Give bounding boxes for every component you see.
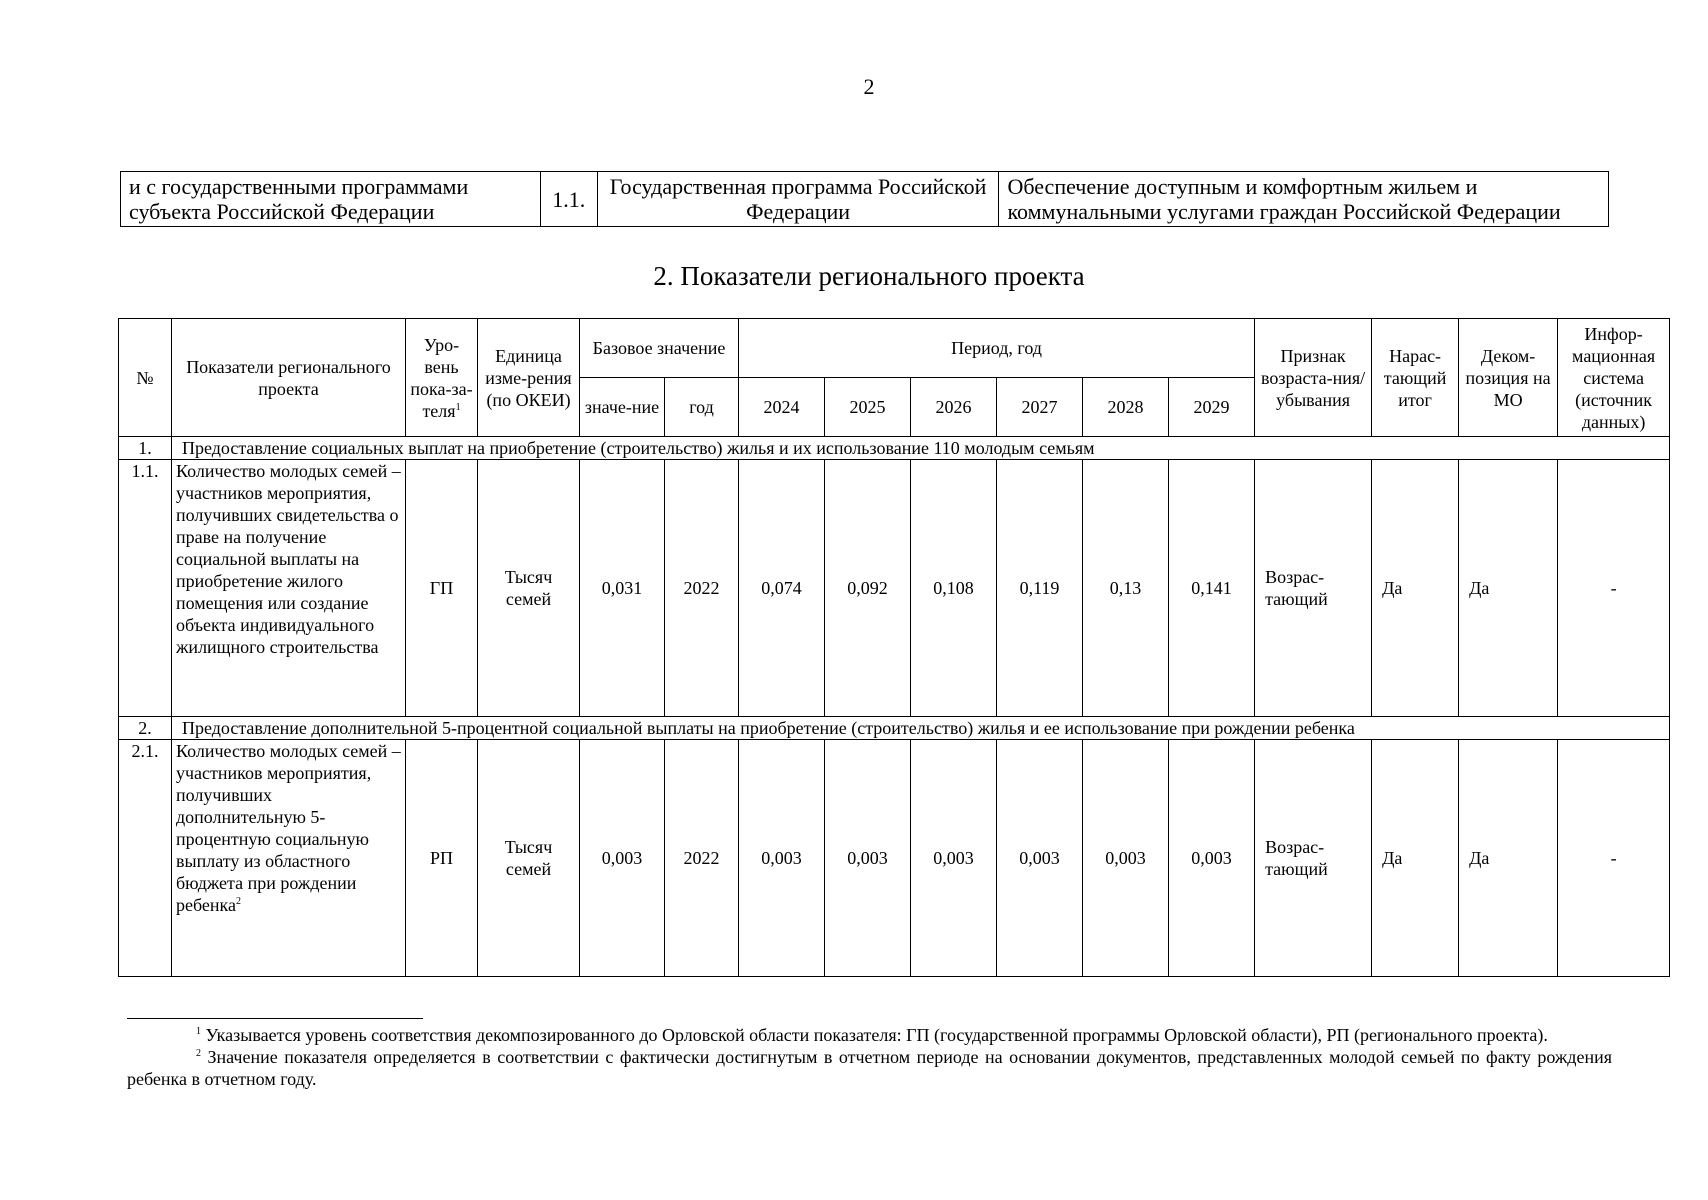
row-info-system: -: [1558, 740, 1670, 977]
row-value-2029: 0,141: [1169, 460, 1255, 717]
row-base-value: 0,031: [580, 460, 665, 717]
header-year-2027: 2027: [997, 378, 1083, 437]
row-trend: Возрас-тающий: [1255, 740, 1372, 977]
row-num: 1.1.: [119, 460, 172, 717]
table-row: [119, 740, 1670, 977]
row-unit: Тысяч семей: [478, 460, 580, 717]
row-value-2026: 0,108: [911, 460, 997, 717]
row-value-2026: 0,003: [911, 740, 997, 977]
table-row: [119, 460, 1670, 717]
row-cumulative: Да: [1372, 740, 1459, 977]
header-indicator: Показатели регионального проекта: [172, 319, 406, 437]
header-level-footnote-mark: 1: [455, 401, 461, 413]
row-indicator: [172, 740, 406, 977]
header-level-text: Уро-вень пока-за-теля: [410, 334, 473, 421]
row-value-2025: 0,003: [825, 740, 911, 977]
row-base-year: 2022: [665, 740, 739, 977]
section-title-cell: Предоставление дополнительной 5-процентной социальной выплаты на приобретение (строительство) жилья и ее использование при рождении ребенка: [172, 717, 1670, 740]
section-title: 2. Показатели регионального проекта: [653, 261, 1085, 291]
footnote-2: [127, 1046, 1612, 1090]
row-cumulative: Да: [1372, 460, 1459, 717]
header-period: Период, год: [739, 319, 1255, 378]
row-base-year: 2022: [665, 460, 739, 717]
row-level: ГП: [406, 460, 478, 717]
row-unit: Тысяч семей: [478, 740, 580, 977]
footnote-text: Значение показателя определяется в соответствии с фактически достигнутым в отчетном периоде на основании документов, представленных молодой семьей по факту рождения ребенка в отчетном году.: [127, 1047, 1612, 1089]
row-value-2028: 0,13: [1083, 460, 1169, 717]
footnotes: [127, 1024, 1612, 1090]
section-title-cell: Предоставление социальных выплат на приобретение (строительство) жилья и их использование 110 молодым семьям: [172, 437, 1670, 460]
program-link-row: [121, 172, 1609, 227]
row-trend: Возрас-тающий: [1255, 460, 1372, 717]
row-indicator-text: Количество молодых семей – участников мероприятия, получивших свидетельства о праве на получение социальной выплаты на приобретение жилого помещения или создание объекта индивидуального жилищного строительства: [176, 461, 401, 657]
row-value-2024: 0,074: [739, 460, 825, 717]
footnote-text: Указывается уровень соответствия декомпозированного до Орловской области показателя: ГП (государственной программы Орловской области), РП (регионального проекта).: [205, 1025, 1548, 1045]
row-value-2025: 0,092: [825, 460, 911, 717]
header-trend: Признак возраста-ния/ убывания: [1255, 319, 1372, 437]
row-num: 2.1.: [119, 740, 172, 977]
section-row-2: [119, 717, 1670, 740]
link-col3: Государственная программа Российской Федерации: [597, 172, 999, 227]
header-base-value: значе-ние: [580, 378, 665, 437]
header-year-2028: 2028: [1083, 378, 1169, 437]
row-base-value: 0,003: [580, 740, 665, 977]
header-year-2024: 2024: [739, 378, 825, 437]
row-level: РП: [406, 740, 478, 977]
header-info-system: Инфор-мационная система (источник данных): [1558, 319, 1670, 437]
row-indicator-footnote-mark: 2: [236, 896, 241, 907]
footnote-mark: 1: [196, 1026, 201, 1037]
section-num: 1.: [119, 437, 172, 460]
header-level: [406, 319, 478, 437]
row-indicator: [172, 460, 406, 717]
row-info-system: -: [1558, 460, 1670, 717]
footnote-mark: 2: [196, 1048, 201, 1059]
footnote-separator: [127, 1018, 423, 1019]
link-col1: и с государственными программами субъекта Российской Федерации: [121, 172, 541, 227]
header-year-2025: 2025: [825, 378, 911, 437]
row-value-2029: 0,003: [1169, 740, 1255, 977]
header-base: Базовое значение: [580, 319, 739, 378]
row-value-2027: 0,119: [997, 460, 1083, 717]
page-number: 2: [863, 74, 875, 99]
header-cumulative: Нарас-тающий итог: [1372, 319, 1459, 437]
header-decomposition: Деком-позиция на МО: [1459, 319, 1558, 437]
row-value-2027: 0,003: [997, 740, 1083, 977]
header-year-2029: 2029: [1169, 378, 1255, 437]
link-col4: Обеспечение доступным и комфортным жильем и коммунальными услугами граждан Российской Федерации: [999, 172, 1609, 227]
header-base-year: год: [665, 378, 739, 437]
program-link-table: [120, 171, 1609, 227]
row-value-2028: 0,003: [1083, 740, 1169, 977]
header-num: №: [119, 319, 172, 437]
section-row-1: [119, 437, 1670, 460]
row-decomposition: Да: [1459, 460, 1558, 717]
header-unit: Единица изме-рения (по ОКЕИ): [478, 319, 580, 437]
row-indicator-text: Количество молодых семей – участников мероприятия, получивших дополнительную 5-процентную социальную выплату из областного бюджета при рождении ребенка: [176, 741, 401, 915]
indicators-table: [118, 318, 1670, 977]
row-value-2024: 0,003: [739, 740, 825, 977]
header-row-1: [119, 319, 1670, 378]
link-col2: 1.1.: [540, 172, 597, 227]
section-num: 2.: [119, 717, 172, 740]
footnote-1: [127, 1024, 1612, 1046]
header-year-2026: 2026: [911, 378, 997, 437]
row-decomposition: Да: [1459, 740, 1558, 977]
